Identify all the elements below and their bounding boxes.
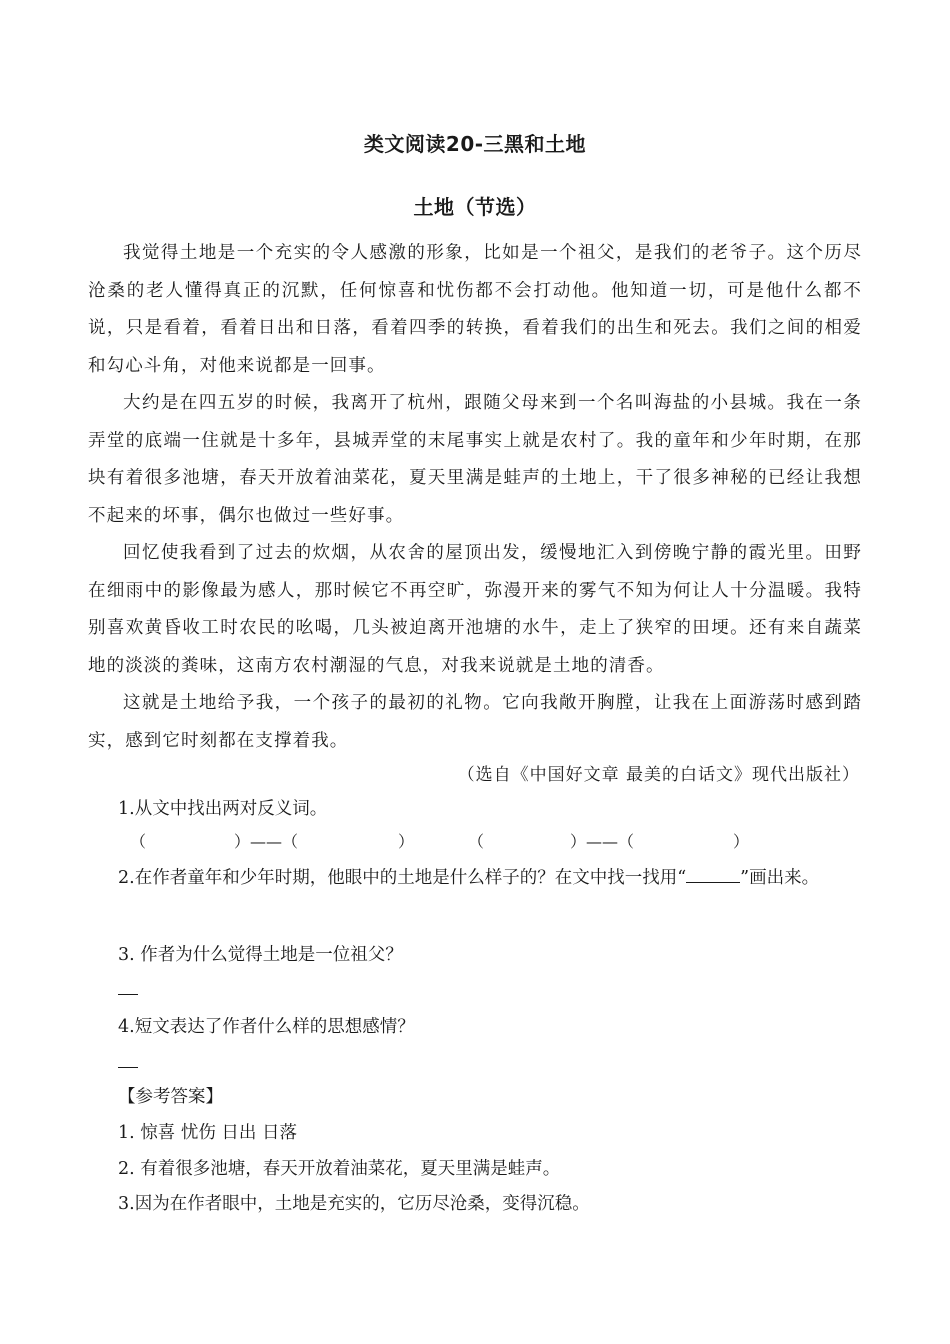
passage-title: 土地（节选） [413,195,537,219]
blank-open-2: （ [468,832,485,851]
blank-close-4: ） [733,832,750,851]
answer-1: 1. 惊喜 忧伤 日出 日落 [118,1123,297,1143]
answer-3: 3.因为在作者眼中，土地是充实的，它历尽沧桑，变得沉稳。 [118,1194,590,1214]
question-3: 3. 作者为什么觉得土地是一位祖父？ [118,945,403,965]
question-2-text: 2.在作者童年和少年时期，他眼中的土地是什么样子的？在文中找一找用“ [118,868,687,888]
blank-close-2: ） [398,832,415,851]
document-title: 类文阅读20-三黑和土地 [363,132,587,156]
question-1-blanks [130,829,770,855]
answer-line-3 [118,994,138,995]
answer-line-4 [118,1067,138,1068]
answer-2: 2. 有着很多池塘，春天开放着油菜花，夏天里满是蛙声。 [118,1159,561,1179]
blank-pair-1-separator: ）——（ [234,832,299,851]
paragraph-3: 回忆使我看到了过去的炊烟，从农舍的屋顶出发，缓慢地汇入到傍晚宁静的霞光里。田野在细雨中的影像最为感人，那时候它不再空旷，弥漫开来的雾气不知为何让人十分温暖。我特别喜欢黄昏收工时农民的吆喝，几头被迫离开池塘的水牛，走上了狭窄的田埂。还有来自蔬菜地的淡淡的粪味，这南方农村潮湿的气息，对我来说就是土地的清香。 [88,543,862,676]
blank-open-1: （ [130,832,147,851]
paragraph-1: 我觉得土地是一个充实的令人感激的形象，比如是一个祖父，是我们的老爷子。这个历尽沧桑的老人懂得真正的沉默，任何惊喜和忧伤都不会打动他。他知道一切，可是他什么都不说，只是看着，看着日出和日落，看着四季的转换，看着我们的出生和死去。我们之间的相爱和勾心斗角，对他来说都是一回事。 [88,243,862,376]
question-1: 1.从文中找出两对反义词。 [118,799,328,819]
question-4: 4.短文表达了作者什么样的思想感情？ [118,1017,415,1037]
question-2-text-end: ”画出来。 [740,868,820,888]
underline-blank [686,864,740,883]
source-citation: （选自《中国好文章 最美的白话文》现代出版社） [457,765,860,785]
answers-heading: 【参考答案】 [118,1087,223,1107]
paragraph-2: 大约是在四五岁的时候，我离开了杭州，跟随父母来到一个名叫海盐的小县城。我在一条弄堂的底端一住就是十多年，县城弄堂的末尾事实上就是农村了。我的童年和少年时期，在那块有着很多池塘，春天开放着油菜花，夏天里满是蛙声的土地上，干了很多神秘的已经让我想不起来的坏事，偶尔也做过一些好事。 [88,393,862,526]
paragraph-4: 这就是土地给予我，一个孩子的最初的礼物。它向我敞开胸膛，让我在上面游荡时感到踏实，感到它时刻都在支撑着我。 [88,693,862,751]
question-2 [88,860,862,897]
blank-pair-2-separator: ）——（ [570,832,635,851]
